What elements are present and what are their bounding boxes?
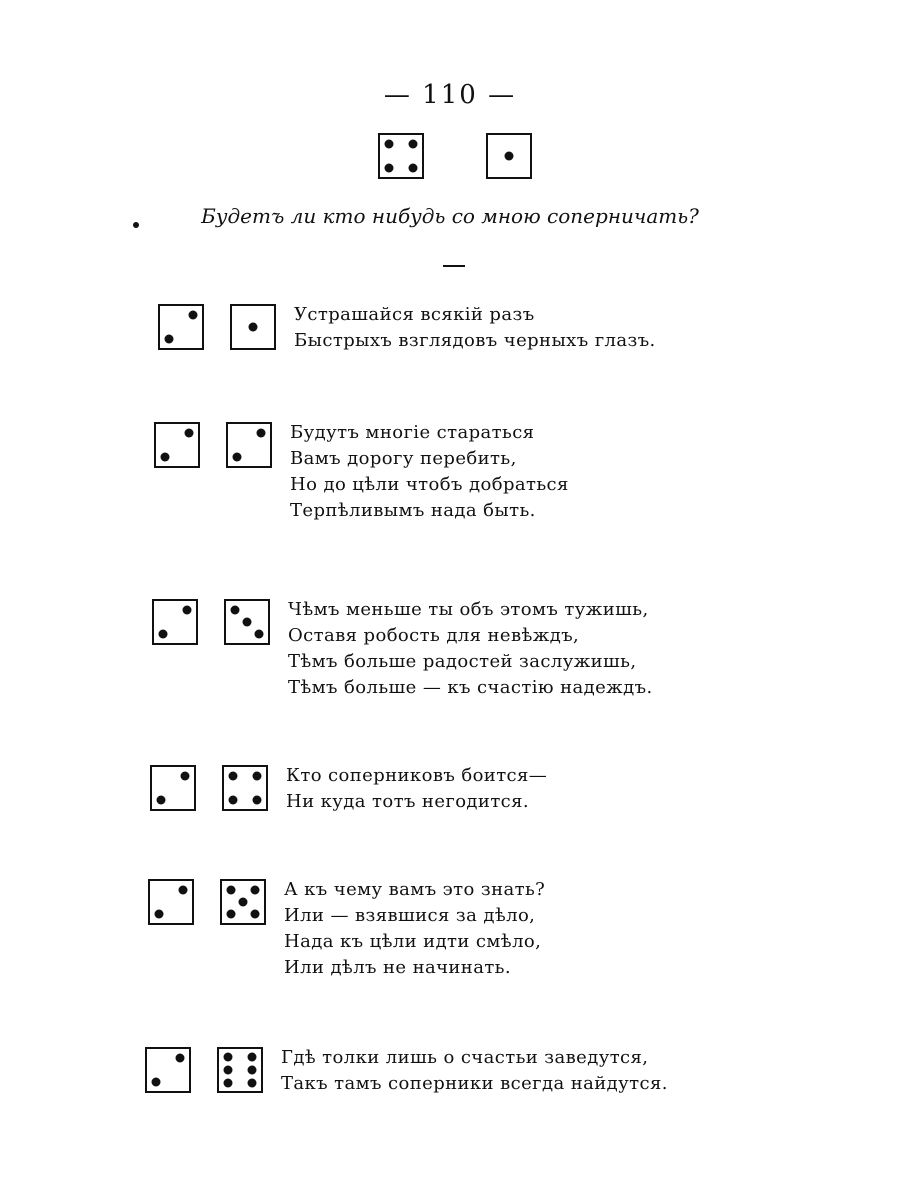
verse-line: Устрашайся всякiй разъ — [294, 304, 535, 325]
verse-line: Вамъ дорогу перебить, — [290, 448, 517, 469]
verse-line: Тѣмъ больше радостей заслужишь, — [288, 651, 637, 672]
die-pip — [188, 311, 197, 320]
die-pip — [227, 886, 236, 895]
die-pip — [157, 795, 166, 804]
die-pip — [256, 429, 265, 438]
die-right — [222, 765, 268, 811]
die-right — [226, 422, 272, 468]
die-pip — [239, 898, 248, 907]
die-left — [148, 879, 194, 925]
verse-line: Гдѣ толки лишь о счастьи заведутся, — [281, 1047, 649, 1068]
die-pip — [161, 452, 170, 461]
verse-line: Быстрыхъ взглядовъ черныхъ глазъ. — [294, 330, 656, 351]
die-pip — [250, 886, 259, 895]
die-pip — [175, 1054, 184, 1063]
die-pip — [252, 795, 261, 804]
header-dice-pair — [378, 133, 532, 179]
die-left — [145, 1047, 191, 1093]
verse-line: Кто соперниковъ боится— — [286, 765, 548, 786]
die-pip — [252, 772, 261, 781]
die-pip — [233, 452, 242, 461]
die-pip — [247, 1066, 256, 1075]
die-pip — [505, 152, 514, 161]
die-pip — [184, 429, 193, 438]
die-pip — [159, 629, 168, 638]
die-pip — [229, 795, 238, 804]
verse-line: Или — взявшися за дѣло, — [284, 905, 536, 926]
die-pip — [385, 163, 394, 172]
verse-line: Такъ тамъ соперники всегда найдутся. — [281, 1073, 668, 1094]
die-pip — [243, 618, 252, 627]
verse-line: Или дѣлъ не начинать. — [284, 957, 512, 978]
die-pip — [250, 909, 259, 918]
die-right — [224, 599, 270, 645]
verse-line: Чѣмъ меньше ты объ этомъ тужишь, — [288, 599, 649, 620]
die-pip — [227, 909, 236, 918]
die-four-face — [378, 133, 424, 179]
die-left — [150, 765, 196, 811]
short-rule — [443, 265, 465, 267]
verse-line: Но до цѣли чтобъ добраться — [290, 474, 569, 495]
verse-line: Тѣмъ больше — къ счастiю надеждъ. — [288, 677, 653, 698]
die-pip — [180, 772, 189, 781]
die-pip — [254, 629, 263, 638]
die-pip — [224, 1078, 233, 1087]
page-number: — 110 — — [383, 80, 517, 110]
verse-line: Оставя робость для невѣждъ, — [288, 625, 580, 646]
die-pip — [229, 772, 238, 781]
die-pip — [231, 606, 240, 615]
die-left — [158, 304, 204, 350]
die-pip — [165, 334, 174, 343]
die-pip — [155, 909, 164, 918]
die-right — [217, 1047, 263, 1093]
die-pip — [224, 1066, 233, 1075]
die-left — [152, 599, 198, 645]
verse-line: Нада къ цѣли идти смѣло, — [284, 931, 542, 952]
die-right — [230, 304, 276, 350]
die-pip — [178, 886, 187, 895]
die-right — [220, 879, 266, 925]
die-pip — [182, 606, 191, 615]
verse-line: А къ чему вамъ это знать? — [284, 879, 546, 900]
die-pip — [385, 140, 394, 149]
die-pip — [249, 323, 258, 332]
die-pip — [247, 1053, 256, 1062]
die-left — [154, 422, 200, 468]
die-pip — [408, 163, 417, 172]
verse-line: Будутъ многiе стараться — [290, 422, 535, 443]
die-pip — [247, 1078, 256, 1087]
die-one-face — [486, 133, 532, 179]
die-pip — [152, 1077, 161, 1086]
die-pip — [408, 140, 417, 149]
verse-line: Ни куда тотъ негодится. — [286, 791, 530, 812]
die-pip — [224, 1053, 233, 1062]
question-heading: Будетъ ли кто нибудь со мною соперничать? — [201, 204, 699, 228]
verse-line: Терпѣливымъ нада быть. — [290, 500, 536, 521]
